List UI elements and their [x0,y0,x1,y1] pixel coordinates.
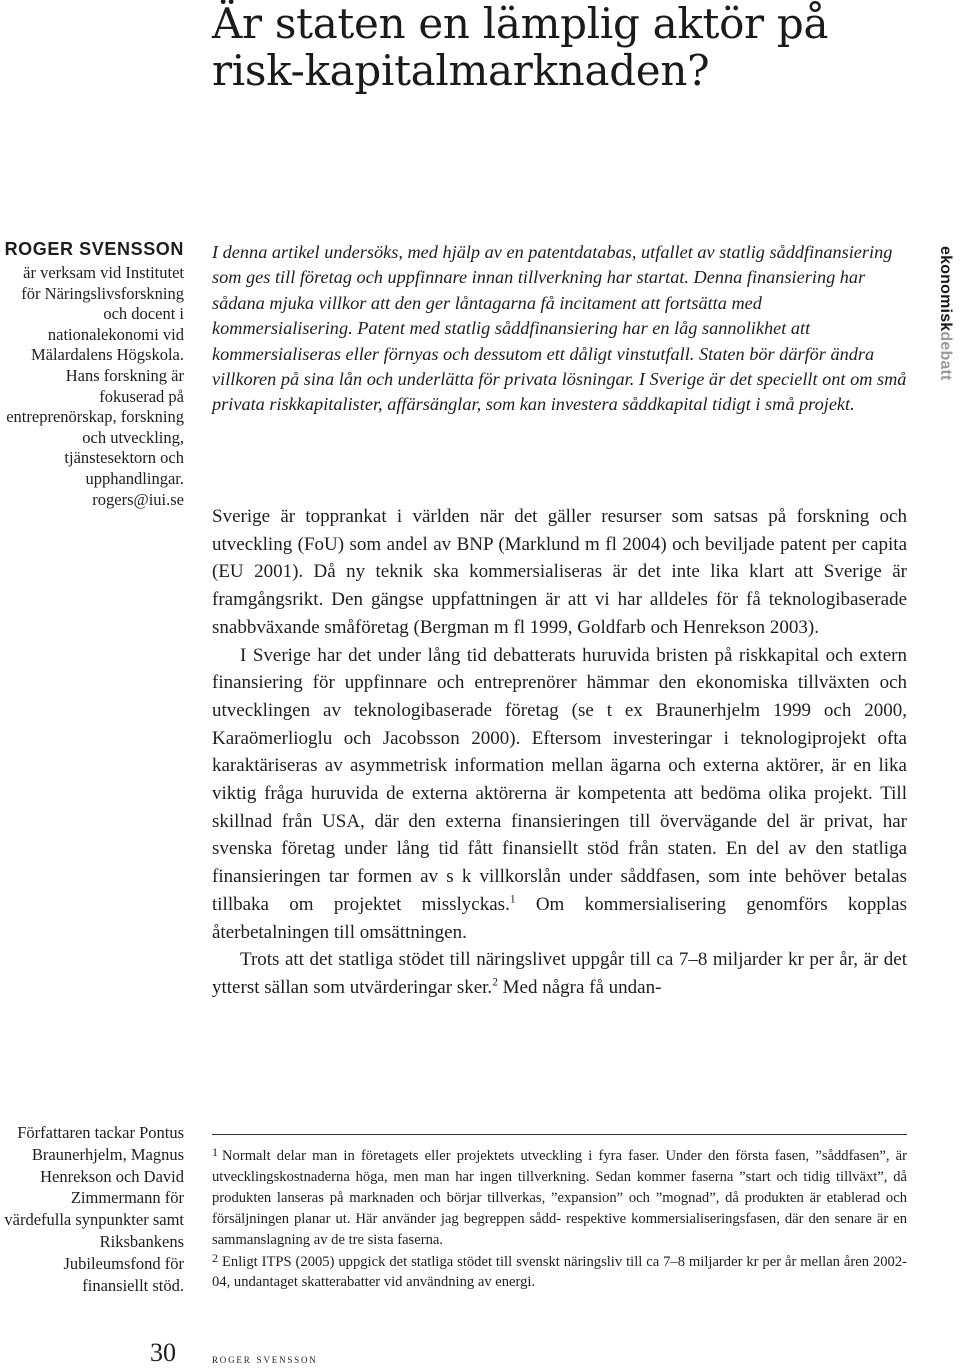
footnote-text: Enligt ITPS (2005) uppgick det statliga stödet till svenskt näringsliv till ca 7–8 miljarder kr per år mellan åren 2002-04, undantaget skatterabatter vid användning av energi. [212,1253,907,1291]
article-title: Är staten en lämplig aktör på risk-kapitalmarknaden? [212,0,829,95]
paragraph-text: I Sverige har det under lång tid debatterats huruvida bristen på riskkapital och extern finansiering för uppfinnare och entreprenörer hämmar den ekonomiska tillväxten och utvecklingen av teknologibaserade företag (se t ex Braunerhjelm 1999 och 2000, Karaömerlioglu och Jacobsson 2000). Eftersom investeringar i teknologiprojekt ofta karaktäriseras av asymmetrisk information mellan ägarna och externa aktörer, är en lika viktig fråga huruvida de externa aktörerna är kompetenta att bedöma olika projekt. Till skillnad från USA, där den externa finansieringen till övervägande del är privat, har svenska företag under lång tid fått finansiellt stöd från staten. En del av den statliga finansieringen tar formen av s k villkorslån under såddfasen, som inte behöver betalas tillbaka om projektet misslyckas. [212,644,907,915]
paragraph: Sverige är topprankat i världen när det gäller resurser som satsas på forskning och utveckling (FoU) som andel av BNP (Marklund m fl 2004) och beviljade patent per capita (EU 2001). Då ny teknik ska kommersialiseras är det inte lika klart att Sverige är framgångsrikt. Den gängse uppfattningen är att vi har alldeles för få teknologibaserade snabbväxande småföretag (Bergman m fl 1999, Goldfarb och Henrekson 2003). [212,506,907,638]
abstract: I denna artikel undersöks, med hjälp av en patentdatabas, utfallet av statlig såddfinansiering som ges till företag och uppfinnare innan tillverkning har startat. Denna finansiering har sådana mjuka villkor att den ger låntagarna få incitament att fortsätta med kommersialisering. Patent med statlig såddfinansiering har en låg sannolikhet att kommersialiseras eller förnyas och dessutom ett dåligt vinstutfall. Staten bör därför ändra villkoren på sina lån och underlätta för privata lösningar. I Sverige är det speciellt ont om små privata riskkapitalister, affärsänglar, som kan investera såddkapital tidigt i små projekt. [212,242,907,415]
author-name: ROGER SVENSSON [4,239,184,259]
footnote-text: Normalt delar man in företagets eller projektets utveckling i fyra faser. Under den första fasen, ”såddfasen”, är utvecklingskostnaderna höga, men man har ingen tillverkning. Sedan kommer faserna ”start och tidig tillväxt”, då produkten lanseras på marknaden och börjar tillverkas, ”expansion” och ”mognad”, då produkten är etablerad och försäljningen planar ut. Här använder jag begreppen sådd- respektive kommersialiseringsfasen, där den senare är en sammanslagning av de tre sista faserna. [212,1148,907,1248]
acknowledgement: Författaren tackar Pontus Braunerhjelm, Magnus Henrekson och David Zimmermann för värdefulla synpunkter samt Riksbankens Jubileumsfond för finansiellt stöd. [4,1123,184,1295]
paragraph-text: Med några få undan- [497,976,662,998]
footnote [212,1146,907,1251]
paragraph [212,642,907,947]
paragraph [212,946,907,1001]
body-text [212,503,907,1002]
footnote-mark: 1 [212,1145,218,1159]
footnote [212,1252,907,1294]
footnotes [212,1146,907,1294]
footnote-ref[interactable]: 2 [492,976,498,989]
page-number: 30 [150,1338,176,1367]
running-head: roger svensson [212,1351,318,1366]
author-sidebar [0,238,184,510]
footnote-divider [212,1134,907,1135]
paragraph-text: Trots att det statliga stödet till näringslivet uppgår till ca 7–8 miljarder kr per år, är det ytterst sällan som utvärderingar sker. [212,949,907,998]
footnote-ref[interactable]: 1 [509,893,516,906]
author-email[interactable]: rogers@iui.se [92,489,184,509]
paragraph-text: Om kommersialisering genomförs kopplas återbetalningen till omsättningen. [212,893,907,943]
section-tag-part1: ekonomisk [937,246,954,332]
section-tag-part2: debatt [937,331,954,381]
author-bio: är verksam vid Institutet för Näringslivsforskning och docent i nationalekonomi vid Mälardalens Högskola. Hans forskning är fokuserad på entreprenörskap, forskning och utveckling, tjänstesektorn och upphandlingar. [6,263,184,488]
footnote-mark: 2 [212,1250,218,1265]
